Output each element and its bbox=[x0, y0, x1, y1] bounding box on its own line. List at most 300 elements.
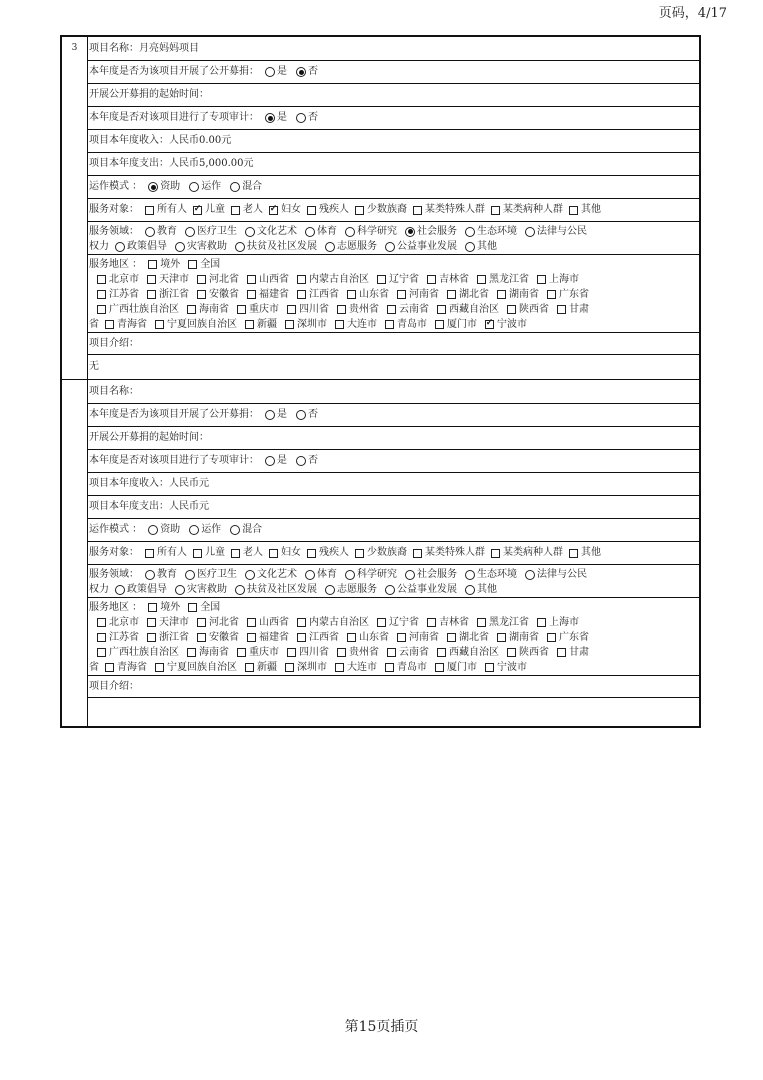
target-option[interactable] bbox=[355, 547, 407, 559]
field-radio[interactable] bbox=[245, 570, 255, 580]
region-checkbox[interactable] bbox=[397, 290, 406, 299]
region-checkbox[interactable] bbox=[497, 290, 506, 299]
region-option[interactable] bbox=[147, 632, 189, 644]
region-checkbox[interactable] bbox=[477, 618, 486, 627]
field-radio[interactable] bbox=[145, 570, 155, 580]
target-option[interactable] bbox=[193, 547, 225, 559]
region-option[interactable] bbox=[335, 662, 377, 674]
region-option[interactable] bbox=[97, 632, 139, 644]
audit-no-option[interactable] bbox=[296, 112, 318, 124]
mode-radio[interactable] bbox=[230, 525, 240, 535]
mode-radio[interactable] bbox=[230, 182, 240, 192]
mode-radio[interactable] bbox=[148, 182, 158, 192]
targets-label: 服务对象： bbox=[89, 547, 139, 558]
region-option-label: 新疆 bbox=[257, 661, 277, 673]
region-checkbox[interactable] bbox=[245, 320, 254, 329]
field-radio[interactable] bbox=[405, 570, 415, 580]
region-checkbox[interactable] bbox=[297, 633, 306, 642]
audit-yes-radio[interactable] bbox=[265, 113, 275, 123]
field-option-label: 公益事业发展 bbox=[397, 240, 457, 252]
region-option[interactable] bbox=[287, 647, 329, 659]
field-option-label: 文化艺术 bbox=[257, 225, 297, 237]
region-option[interactable] bbox=[497, 289, 539, 301]
target-option[interactable] bbox=[231, 547, 263, 559]
mode-option[interactable] bbox=[230, 524, 262, 536]
field-radio[interactable] bbox=[235, 242, 245, 252]
region-checkbox[interactable] bbox=[197, 290, 206, 299]
region-option[interactable] bbox=[537, 274, 579, 286]
target-option-label: 所有人 bbox=[157, 204, 187, 215]
region-checkbox[interactable] bbox=[537, 275, 546, 284]
field-option[interactable] bbox=[185, 569, 237, 581]
region-option[interactable] bbox=[385, 319, 427, 331]
region-checkbox[interactable] bbox=[377, 618, 386, 627]
project-form bbox=[60, 35, 701, 728]
target-option[interactable] bbox=[145, 204, 187, 216]
mode-option[interactable] bbox=[189, 181, 221, 193]
target-option[interactable] bbox=[307, 204, 349, 216]
region-option[interactable] bbox=[297, 274, 369, 286]
audit-no-option-label: 否 bbox=[308, 455, 318, 466]
field-radio[interactable] bbox=[385, 242, 395, 252]
region-option-label: 安徽省 bbox=[209, 631, 239, 643]
region-option[interactable] bbox=[297, 617, 369, 629]
field-option[interactable] bbox=[175, 241, 227, 253]
region-option[interactable] bbox=[387, 647, 429, 659]
region-option[interactable] bbox=[347, 632, 389, 644]
start-time-label: 开展公开募捐的起始时间： bbox=[89, 89, 209, 100]
page-number: 页码，4/17 bbox=[658, 6, 727, 21]
region-option[interactable] bbox=[197, 289, 239, 301]
field-radio[interactable] bbox=[465, 585, 475, 595]
region-option[interactable] bbox=[147, 289, 189, 301]
region-option[interactable] bbox=[507, 647, 549, 659]
region-checkbox[interactable] bbox=[245, 663, 254, 672]
regions-line bbox=[89, 317, 698, 332]
region-option[interactable] bbox=[477, 617, 529, 629]
region-checkbox[interactable] bbox=[557, 305, 566, 314]
target-checkbox[interactable] bbox=[569, 206, 578, 215]
target-checkbox[interactable] bbox=[569, 549, 578, 558]
target-option[interactable] bbox=[413, 204, 485, 216]
region-option[interactable] bbox=[435, 662, 477, 674]
region-checkbox[interactable] bbox=[197, 633, 206, 642]
field-radio[interactable] bbox=[405, 227, 415, 237]
field-radio[interactable] bbox=[145, 227, 155, 237]
region-option[interactable] bbox=[148, 602, 180, 614]
field-option[interactable] bbox=[145, 569, 177, 581]
target-checkbox[interactable] bbox=[355, 549, 364, 558]
target-checkbox[interactable] bbox=[269, 549, 278, 558]
region-checkbox[interactable] bbox=[507, 305, 516, 314]
region-checkbox[interactable] bbox=[297, 275, 306, 284]
region-option[interactable] bbox=[377, 617, 419, 629]
fundraise-no-option[interactable] bbox=[296, 66, 318, 78]
region-checkbox[interactable] bbox=[155, 320, 164, 329]
field-option[interactable] bbox=[525, 226, 587, 238]
region-checkbox[interactable] bbox=[537, 618, 546, 627]
region-option[interactable] bbox=[287, 304, 329, 316]
region-option[interactable] bbox=[97, 304, 179, 316]
field-radio[interactable] bbox=[235, 585, 245, 595]
region-option-label: 厦门市 bbox=[447, 661, 477, 673]
field-radio[interactable] bbox=[305, 227, 315, 237]
region-checkbox[interactable] bbox=[447, 633, 456, 642]
region-checkbox[interactable] bbox=[335, 663, 344, 672]
region-option[interactable] bbox=[285, 319, 327, 331]
audit-yes-option[interactable] bbox=[265, 112, 287, 124]
field-option[interactable] bbox=[235, 584, 317, 596]
region-option-label: 贵州省 bbox=[349, 303, 379, 315]
field-option[interactable] bbox=[405, 226, 457, 238]
target-checkbox[interactable] bbox=[145, 549, 154, 558]
field-option[interactable] bbox=[385, 584, 457, 596]
region-checkbox[interactable] bbox=[105, 320, 114, 329]
region-checkbox[interactable] bbox=[237, 305, 246, 314]
region-checkbox[interactable] bbox=[247, 618, 256, 627]
field-option[interactable] bbox=[405, 569, 457, 581]
region-checkbox[interactable] bbox=[297, 618, 306, 627]
target-checkbox[interactable] bbox=[193, 206, 202, 215]
target-checkbox[interactable] bbox=[413, 549, 422, 558]
region-checkbox[interactable] bbox=[435, 663, 444, 672]
region-option[interactable] bbox=[507, 304, 549, 316]
field-radio[interactable] bbox=[245, 227, 255, 237]
field-option[interactable] bbox=[245, 226, 297, 238]
region-checkbox[interactable] bbox=[437, 648, 446, 657]
region-checkbox[interactable] bbox=[147, 290, 156, 299]
region-checkbox[interactable] bbox=[347, 290, 356, 299]
field-option[interactable] bbox=[145, 226, 177, 238]
field-option[interactable] bbox=[465, 241, 497, 253]
region-checkbox[interactable] bbox=[485, 320, 494, 329]
target-option[interactable] bbox=[145, 547, 187, 559]
region-checkbox[interactable] bbox=[337, 648, 346, 657]
region-checkbox[interactable] bbox=[188, 603, 197, 612]
region-option[interactable] bbox=[97, 617, 139, 629]
region-option[interactable] bbox=[155, 319, 237, 331]
audit-no-radio[interactable] bbox=[296, 113, 306, 123]
region-option[interactable] bbox=[247, 274, 289, 286]
field-option-label: 扶贫及社区发展 bbox=[247, 240, 317, 252]
region-checkbox[interactable] bbox=[97, 275, 106, 284]
region-option[interactable] bbox=[497, 632, 539, 644]
region-option[interactable] bbox=[447, 632, 489, 644]
region-option[interactable] bbox=[237, 304, 279, 316]
target-checkbox[interactable] bbox=[307, 206, 316, 215]
region-option[interactable] bbox=[547, 632, 589, 644]
region-option[interactable] bbox=[247, 632, 289, 644]
region-option[interactable] bbox=[197, 274, 239, 286]
region-option[interactable] bbox=[97, 289, 139, 301]
fundraise-yes-option[interactable] bbox=[265, 409, 287, 421]
region-checkbox[interactable] bbox=[285, 663, 294, 672]
region-option[interactable] bbox=[557, 304, 589, 316]
regions-label: 服务地区 ： bbox=[89, 258, 143, 270]
audit-yes-radio[interactable] bbox=[265, 456, 275, 466]
region-option[interactable] bbox=[435, 319, 477, 331]
region-checkbox[interactable] bbox=[197, 618, 206, 627]
project-rows bbox=[88, 380, 699, 726]
region-option[interactable] bbox=[247, 617, 289, 629]
region-option-label: 广东省 bbox=[559, 288, 589, 300]
region-checkbox[interactable] bbox=[97, 633, 106, 642]
region-checkbox[interactable] bbox=[387, 648, 396, 657]
target-checkbox[interactable] bbox=[413, 206, 422, 215]
region-checkbox[interactable] bbox=[385, 663, 394, 672]
region-checkbox[interactable] bbox=[188, 260, 197, 269]
region-option[interactable] bbox=[105, 319, 147, 331]
region-checkbox[interactable] bbox=[148, 260, 157, 269]
field-option[interactable] bbox=[325, 241, 377, 253]
region-checkbox[interactable] bbox=[147, 618, 156, 627]
region-option[interactable] bbox=[148, 259, 180, 271]
fundraise-no-radio[interactable] bbox=[296, 410, 306, 420]
target-option[interactable] bbox=[231, 204, 263, 216]
region-option[interactable] bbox=[197, 617, 239, 629]
fundraise-yes-radio[interactable] bbox=[265, 67, 275, 77]
field-radio[interactable] bbox=[345, 570, 355, 580]
region-option[interactable] bbox=[187, 304, 229, 316]
target-checkbox[interactable] bbox=[231, 206, 240, 215]
target-checkbox[interactable] bbox=[355, 206, 364, 215]
target-option[interactable] bbox=[193, 204, 225, 216]
region-option[interactable] bbox=[537, 617, 579, 629]
audit-no-radio[interactable] bbox=[296, 456, 306, 466]
target-option[interactable] bbox=[491, 204, 563, 216]
field-radio[interactable] bbox=[385, 585, 395, 595]
region-option[interactable] bbox=[147, 617, 189, 629]
field-option-label: 志愿服务 bbox=[337, 583, 377, 595]
target-option[interactable] bbox=[269, 547, 301, 559]
region-option[interactable] bbox=[187, 647, 229, 659]
region-option-label: 深圳市 bbox=[297, 661, 327, 673]
target-option[interactable] bbox=[569, 204, 601, 216]
mode-option[interactable] bbox=[230, 181, 262, 193]
field-radio[interactable] bbox=[345, 227, 355, 237]
target-option[interactable] bbox=[269, 204, 301, 216]
region-checkbox[interactable] bbox=[148, 603, 157, 612]
field-option[interactable] bbox=[345, 226, 397, 238]
region-option-label: 四川省 bbox=[299, 646, 329, 658]
region-option[interactable] bbox=[245, 319, 277, 331]
region-checkbox[interactable] bbox=[387, 305, 396, 314]
region-checkbox[interactable] bbox=[477, 275, 486, 284]
field-option[interactable] bbox=[235, 241, 317, 253]
target-option[interactable] bbox=[355, 204, 407, 216]
field-option[interactable] bbox=[465, 569, 517, 581]
mode-radio[interactable] bbox=[189, 525, 199, 535]
region-option[interactable] bbox=[97, 274, 139, 286]
region-checkbox[interactable] bbox=[347, 633, 356, 642]
region-option[interactable] bbox=[97, 647, 179, 659]
field-option[interactable] bbox=[305, 226, 337, 238]
region-checkbox[interactable] bbox=[97, 290, 106, 299]
field-radio[interactable] bbox=[325, 585, 335, 595]
region-checkbox[interactable] bbox=[247, 275, 256, 284]
region-checkbox[interactable] bbox=[397, 633, 406, 642]
field-radio[interactable] bbox=[115, 585, 125, 595]
region-checkbox[interactable] bbox=[247, 290, 256, 299]
region-checkbox[interactable] bbox=[147, 275, 156, 284]
fundraise-yes-option[interactable] bbox=[265, 66, 287, 78]
target-option[interactable] bbox=[491, 547, 563, 559]
region-option[interactable] bbox=[285, 662, 327, 674]
target-option[interactable] bbox=[569, 547, 601, 559]
regions-label: 服务地区 ： bbox=[89, 601, 143, 613]
field-radio[interactable] bbox=[185, 227, 195, 237]
field-radio[interactable] bbox=[525, 227, 535, 237]
field-option[interactable] bbox=[385, 241, 457, 253]
field-radio[interactable] bbox=[175, 585, 185, 595]
region-option[interactable] bbox=[427, 617, 469, 629]
region-option[interactable] bbox=[427, 274, 469, 286]
region-option[interactable] bbox=[245, 662, 277, 674]
region-option[interactable] bbox=[247, 289, 289, 301]
region-option[interactable] bbox=[477, 274, 529, 286]
region-checkbox[interactable] bbox=[97, 618, 106, 627]
region-checkbox[interactable] bbox=[427, 618, 436, 627]
mode-option[interactable] bbox=[148, 524, 180, 536]
field-radio[interactable] bbox=[325, 242, 335, 252]
region-checkbox[interactable] bbox=[497, 633, 506, 642]
region-checkbox[interactable] bbox=[507, 648, 516, 657]
region-checkbox[interactable] bbox=[247, 633, 256, 642]
region-checkbox[interactable] bbox=[335, 320, 344, 329]
region-option[interactable] bbox=[547, 289, 589, 301]
target-checkbox[interactable] bbox=[491, 206, 500, 215]
fundraise-no-radio[interactable] bbox=[296, 67, 306, 77]
field-radio[interactable] bbox=[175, 242, 185, 252]
audit-no-option[interactable] bbox=[296, 455, 318, 467]
region-option-label: 深圳市 bbox=[297, 318, 327, 330]
field-option[interactable] bbox=[325, 584, 377, 596]
region-option[interactable] bbox=[337, 304, 379, 316]
field-option-label: 科学研究 bbox=[357, 568, 397, 580]
region-checkbox[interactable] bbox=[285, 320, 294, 329]
region-option[interactable] bbox=[557, 647, 589, 659]
fundraise-no-option[interactable] bbox=[296, 409, 318, 421]
field-radio[interactable] bbox=[465, 242, 475, 252]
region-option[interactable] bbox=[197, 632, 239, 644]
region-option[interactable] bbox=[437, 647, 499, 659]
region-option[interactable] bbox=[377, 274, 419, 286]
target-checkbox[interactable] bbox=[307, 549, 316, 558]
region-checkbox[interactable] bbox=[287, 305, 296, 314]
region-checkbox[interactable] bbox=[287, 648, 296, 657]
region-checkbox[interactable] bbox=[105, 663, 114, 672]
region-checkbox[interactable] bbox=[187, 305, 196, 314]
region-checkbox[interactable] bbox=[385, 320, 394, 329]
target-checkbox[interactable] bbox=[145, 206, 154, 215]
target-option-label: 某类病种人群 bbox=[503, 547, 563, 558]
region-option[interactable] bbox=[237, 647, 279, 659]
field-radio[interactable] bbox=[305, 570, 315, 580]
region-option[interactable] bbox=[447, 289, 489, 301]
region-option[interactable] bbox=[188, 259, 220, 271]
region-option[interactable] bbox=[297, 632, 339, 644]
mode-radio[interactable] bbox=[189, 182, 199, 192]
region-checkbox[interactable] bbox=[377, 275, 386, 284]
region-option[interactable] bbox=[337, 647, 379, 659]
target-checkbox[interactable] bbox=[231, 549, 240, 558]
region-checkbox[interactable] bbox=[557, 648, 566, 657]
region-checkbox[interactable] bbox=[97, 305, 106, 314]
region-option[interactable] bbox=[397, 289, 439, 301]
region-checkbox[interactable] bbox=[155, 663, 164, 672]
field-option[interactable] bbox=[525, 569, 587, 581]
region-checkbox[interactable] bbox=[437, 305, 446, 314]
target-option[interactable] bbox=[413, 547, 485, 559]
region-option[interactable] bbox=[147, 274, 189, 286]
target-checkbox[interactable] bbox=[269, 206, 278, 215]
region-option[interactable] bbox=[347, 289, 389, 301]
target-checkbox[interactable] bbox=[491, 549, 500, 558]
mode-label: 运作模式 ： bbox=[89, 524, 143, 535]
field-radio[interactable] bbox=[115, 242, 125, 252]
region-option[interactable] bbox=[385, 662, 427, 674]
region-checkbox[interactable] bbox=[427, 275, 436, 284]
region-checkbox[interactable] bbox=[147, 633, 156, 642]
region-option[interactable] bbox=[188, 602, 220, 614]
region-option[interactable] bbox=[485, 319, 527, 331]
field-radio[interactable] bbox=[185, 570, 195, 580]
field-option[interactable] bbox=[175, 584, 227, 596]
field-option[interactable] bbox=[345, 569, 397, 581]
field-radio[interactable] bbox=[465, 227, 475, 237]
field-option[interactable] bbox=[245, 569, 297, 581]
audit-yes-option[interactable] bbox=[265, 455, 287, 467]
region-checkbox[interactable] bbox=[547, 633, 556, 642]
target-option[interactable] bbox=[307, 547, 349, 559]
region-option[interactable] bbox=[397, 632, 439, 644]
region-checkbox[interactable] bbox=[297, 290, 306, 299]
region-checkbox[interactable] bbox=[337, 305, 346, 314]
mode-row bbox=[88, 175, 699, 198]
field-option[interactable] bbox=[305, 569, 337, 581]
field-radio[interactable] bbox=[525, 570, 535, 580]
mode-option[interactable] bbox=[189, 524, 221, 536]
region-option[interactable] bbox=[105, 662, 147, 674]
target-option-label: 某类特殊人群 bbox=[425, 547, 485, 558]
region-option[interactable] bbox=[485, 662, 527, 674]
region-checkbox[interactable] bbox=[547, 290, 556, 299]
field-option[interactable] bbox=[185, 226, 237, 238]
field-radio[interactable] bbox=[465, 570, 475, 580]
region-option[interactable] bbox=[297, 289, 339, 301]
fundraise-yes-radio[interactable] bbox=[265, 410, 275, 420]
region-checkbox[interactable] bbox=[197, 275, 206, 284]
region-checkbox[interactable] bbox=[97, 648, 106, 657]
mode-option-label: 资助 bbox=[160, 524, 181, 535]
region-checkbox[interactable] bbox=[187, 648, 196, 657]
region-option[interactable] bbox=[155, 662, 237, 674]
mode-radio[interactable] bbox=[148, 525, 158, 535]
region-option[interactable] bbox=[437, 304, 499, 316]
field-option[interactable] bbox=[115, 584, 167, 596]
region-checkbox[interactable] bbox=[237, 648, 246, 657]
region-checkbox[interactable] bbox=[435, 320, 444, 329]
target-checkbox[interactable] bbox=[193, 549, 202, 558]
region-checkbox[interactable] bbox=[485, 663, 494, 672]
field-option[interactable] bbox=[115, 241, 167, 253]
region-checkbox[interactable] bbox=[447, 290, 456, 299]
region-option[interactable] bbox=[387, 304, 429, 316]
field-option[interactable] bbox=[465, 584, 497, 596]
mode-option[interactable] bbox=[148, 181, 180, 193]
region-option[interactable] bbox=[335, 319, 377, 331]
field-option[interactable] bbox=[465, 226, 517, 238]
